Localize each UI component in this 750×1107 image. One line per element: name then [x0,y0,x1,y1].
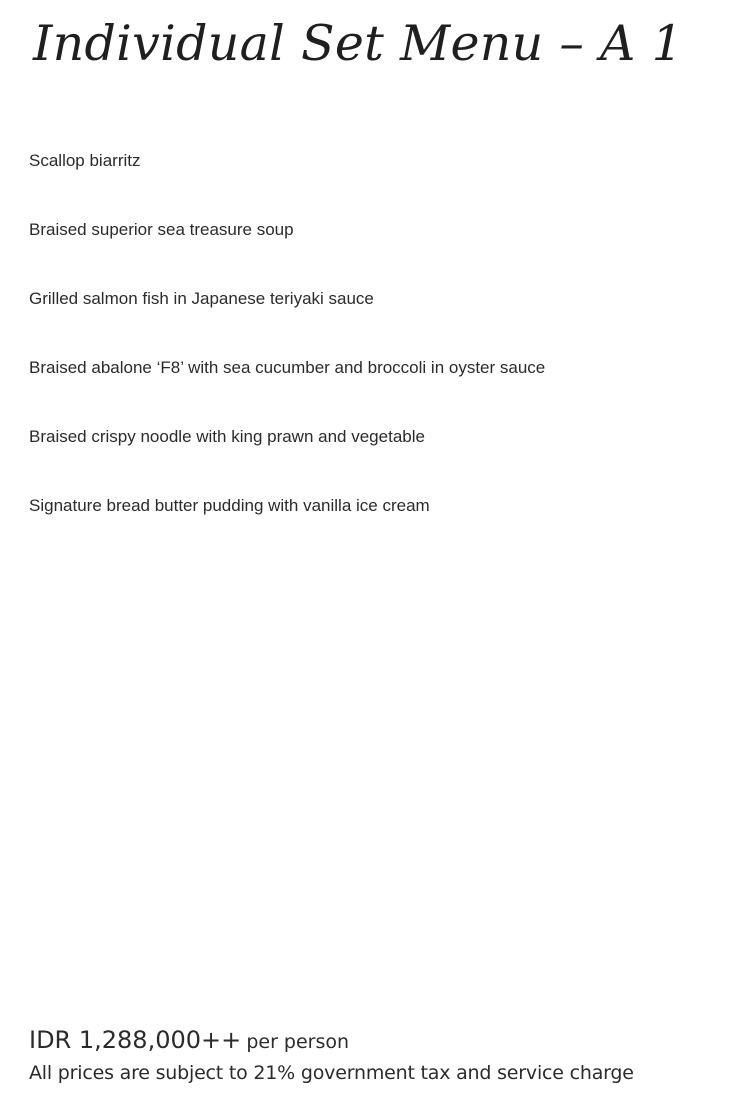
price-unit: per person [246,1031,350,1053]
menu-title: Individual Set Menu – A 1 [33,15,684,72]
price-amount: IDR 1,288,000++ [29,1026,242,1054]
price-line [29,1022,634,1061]
menu-item: Signature bread butter pudding with vanilla ice cream [29,496,430,515]
tax-note: All prices are subject to 21% government tax and service charge [29,1062,634,1084]
menu-item: Grilled salmon fish in Japanese teriyaki sauce [29,289,374,308]
menu-item: Scallop biarritz [29,151,141,170]
menu-list [29,148,545,562]
pricing-footer [29,1022,634,1085]
menu-item: Braised superior sea treasure soup [29,220,294,239]
menu-item: Braised abalone ‘F8’ with sea cucumber and broccoli in oyster sauce [29,358,546,377]
menu-item: Braised crispy noodle with king prawn and vegetable [29,427,425,446]
